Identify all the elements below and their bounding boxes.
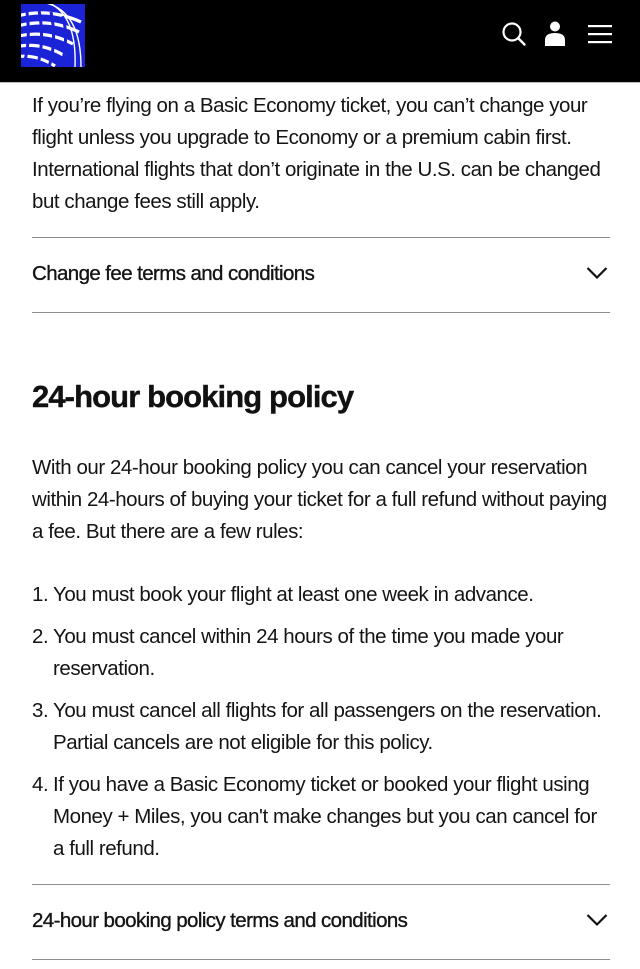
accordion-title: 24-hour booking policy terms and conditions: [32, 909, 408, 932]
search-icon: [501, 21, 527, 47]
globe-logo-icon: [21, 4, 85, 67]
accordion-title: Change fee terms and conditions: [32, 262, 315, 285]
list-item: [32, 621, 610, 685]
change-fee-terms-accordion[interactable]: [32, 237, 610, 313]
united-logo[interactable]: [21, 4, 85, 67]
list-text: You must cancel within 24 hours of the time you made your reservation.: [53, 625, 564, 680]
list-item: [32, 579, 610, 611]
user-icon: [544, 21, 566, 47]
top-navigation-bar: [0, 0, 640, 83]
rules-list: [32, 579, 610, 875]
list-text: You must book your flight at least one week in advance.: [53, 583, 534, 606]
chevron-down-icon: [586, 913, 608, 927]
menu-button[interactable]: [584, 18, 616, 50]
list-item: [32, 695, 610, 759]
search-button[interactable]: [498, 18, 530, 50]
list-number: 3.: [32, 699, 49, 722]
list-text: You must cancel all flights for all passengers on the reservation. Partial cancels are not eligible for this policy.: [53, 699, 602, 754]
account-button[interactable]: [539, 18, 571, 50]
booking-policy-intro: With our 24-hour booking policy you can cancel your reservation within 24-hours of buying your ticket for a full refund without paying a fee. But there are a few rules:: [32, 456, 607, 543]
chevron-down-icon: [586, 266, 608, 280]
hamburger-menu-icon: [587, 23, 613, 45]
list-number: 2.: [32, 625, 49, 648]
change-fee-paragraph: If you’re flying on a Basic Economy ticket, you can’t change your flight unless you upgrade to Economy or a premium cabin first. International flights that don’t originate in the U.S. can be changed but change fees still apply.: [32, 94, 601, 213]
list-number: 4.: [32, 773, 49, 796]
list-item: [32, 769, 610, 865]
list-number: 1.: [32, 583, 49, 606]
section-heading: 24-hour booking policy: [32, 379, 354, 414]
list-text: If you have a Basic Economy ticket or booked your flight using Money + Miles, you can't make changes but you can cancel for a full refund.: [53, 773, 597, 860]
booking-policy-terms-accordion[interactable]: [32, 884, 610, 960]
